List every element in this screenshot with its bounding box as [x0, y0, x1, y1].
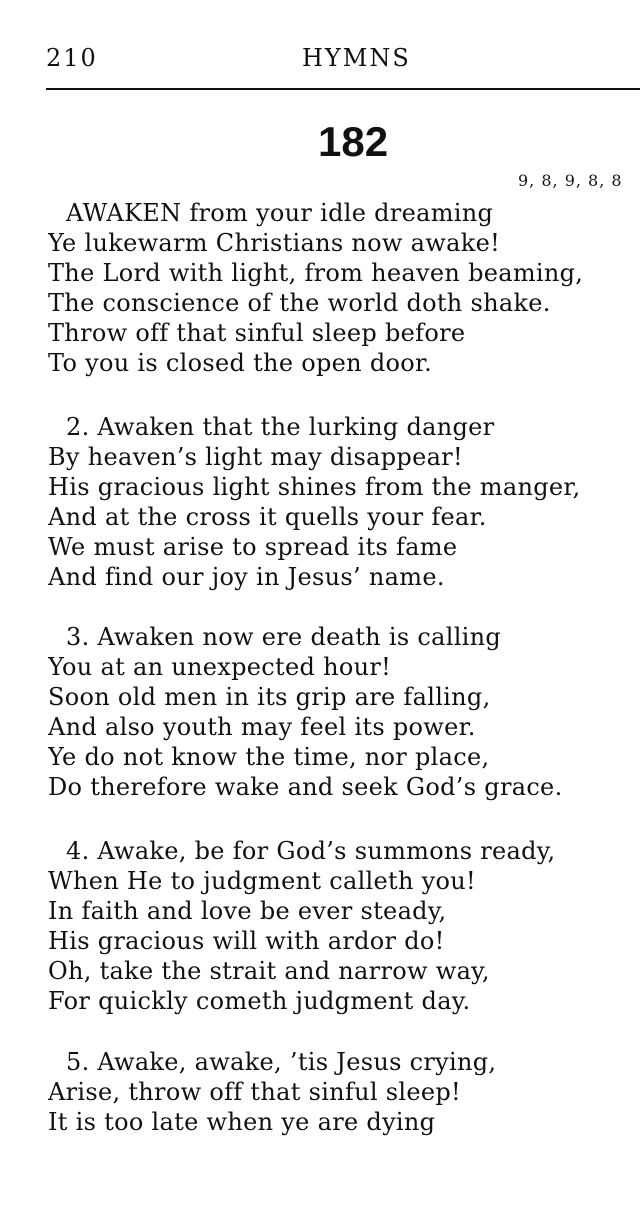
- stanza-line: His gracious will with ardor do!: [48, 927, 445, 955]
- stanza-line: When He to judgment calleth you!: [48, 867, 476, 895]
- stanza-line: 3. Awaken now ere death is calling: [66, 623, 502, 651]
- stanza-line: To you is closed the open door.: [48, 349, 433, 377]
- stanza-line: You at an unexpected hour!: [48, 653, 392, 681]
- stanza-line: 5. Awake, awake, ’tis Jesus crying,: [66, 1048, 497, 1076]
- stanza-line: Throw off that sinful sleep before: [48, 319, 466, 347]
- stanza-line: It is too late when ye are dying: [48, 1108, 436, 1136]
- hymn-meter: 9, 8, 9, 8, 8: [518, 171, 623, 190]
- stanza-line: Ye lukewarm Christians now awake!: [48, 229, 501, 257]
- stanza-line: 4. Awake, be for God’s summons ready,: [66, 837, 556, 865]
- stanza-5: [48, 1047, 640, 1137]
- header-rule: [46, 88, 640, 90]
- stanza-1: [48, 198, 640, 378]
- stanza-line: Arise, throw off that sinful sleep!: [48, 1078, 461, 1106]
- running-head: HYMNS: [302, 44, 411, 72]
- stanza-line: Ye do not know the time, nor place,: [48, 743, 490, 771]
- stanza-line: In faith and love be ever steady,: [48, 897, 447, 925]
- hymn-number: 182: [318, 118, 389, 165]
- stanza-2: [48, 412, 640, 592]
- stanza-4: [48, 836, 640, 1016]
- stanza-line: AWAKEN from your idle dreaming: [66, 199, 494, 227]
- stanza-line: And also youth may feel its power.: [48, 713, 476, 741]
- page-number: 210: [46, 44, 98, 72]
- stanza-line: Soon old men in its grip are falling,: [48, 683, 491, 711]
- stanza-line: Oh, take the strait and narrow way,: [48, 957, 490, 985]
- stanza-line: Do therefore wake and seek God’s grace.: [48, 773, 563, 801]
- stanza-line: 2. Awaken that the lurking danger: [66, 413, 495, 441]
- stanza-3: [48, 622, 640, 802]
- stanza-line: For quickly cometh judgment day.: [48, 987, 471, 1015]
- stanza-line: The Lord with light, from heaven beaming,: [48, 259, 584, 287]
- stanza-line: By heaven’s light may disappear!: [48, 443, 463, 471]
- stanza-line: And find our joy in Jesus’ name.: [48, 563, 445, 591]
- stanza-line: And at the cross it quells your fear.: [48, 503, 487, 531]
- stanza-line: We must arise to spread its fame: [48, 533, 458, 561]
- stanza-line: His gracious light shines from the manger,: [48, 473, 581, 501]
- stanza-line: The conscience of the world doth shake.: [48, 289, 551, 317]
